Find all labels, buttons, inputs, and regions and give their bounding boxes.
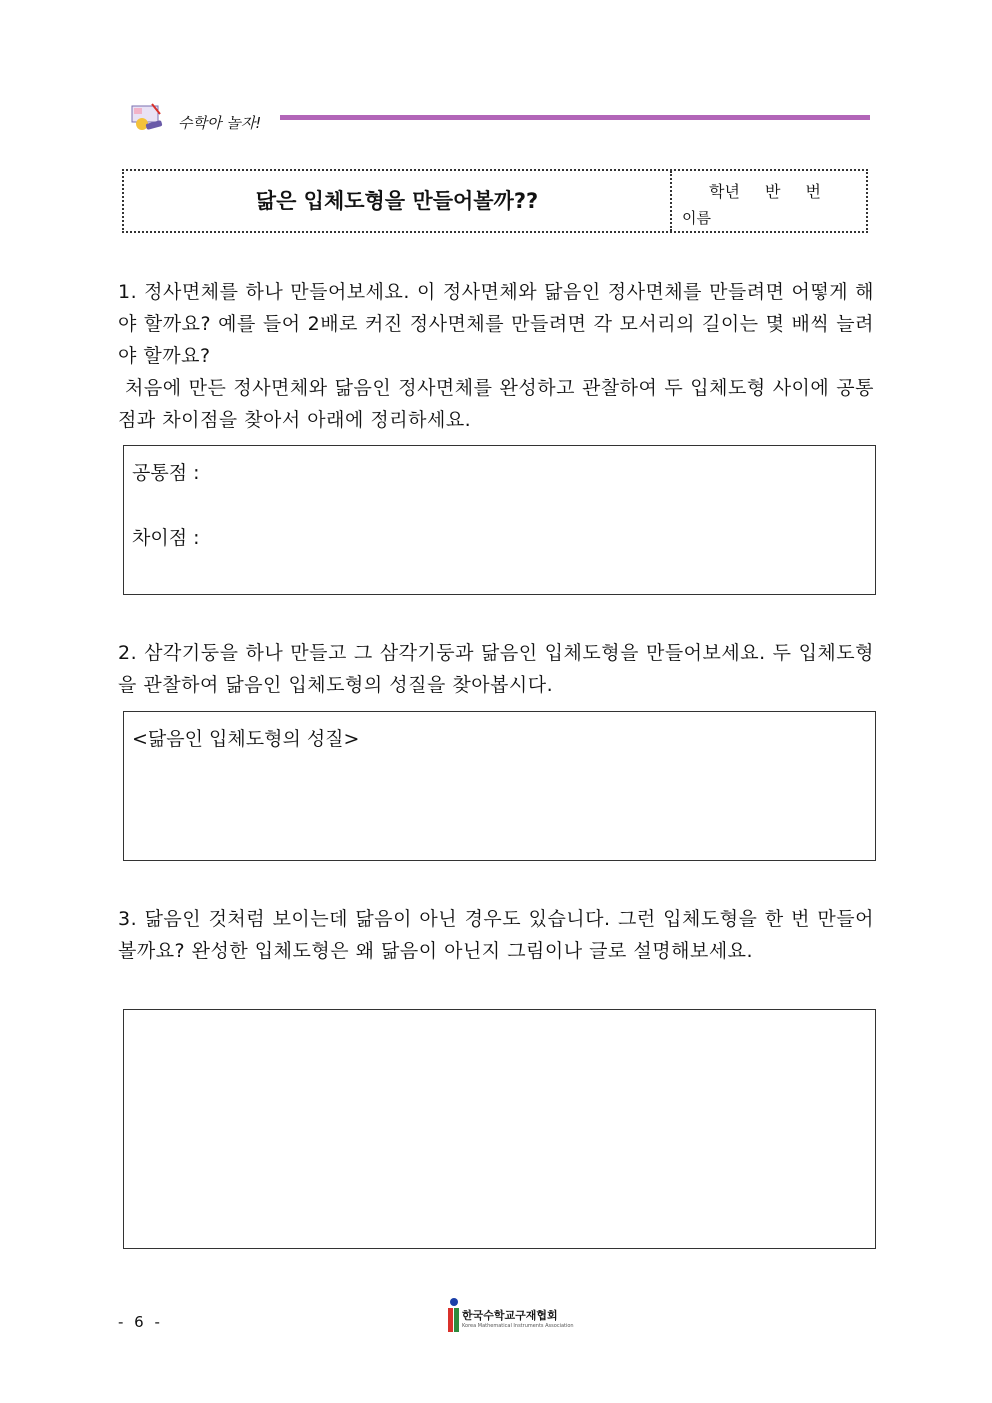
question-1-text: 1. 정사면체를 하나 만들어보세요. 이 정사면체와 닮음인 정사면체를 만들려면 어떻게 해야 할까요? 예를 들어 2배로 커진 정사면체를 만들려면 각 모서리의 길이는 몇 배씩 늘려야 할까요? xyxy=(118,281,874,367)
page-number: - 6 - xyxy=(118,1313,163,1331)
similar-solid-properties-label: <닮음인 입체도형의 성질> xyxy=(132,728,360,750)
page-header xyxy=(130,100,870,140)
question-1-instruction: 처음에 만든 정사면체와 닮음인 정사면체를 완성하고 관찰하여 두 입체도형 사이에 공통점과 차이점을 찾아서 아래에 정리하세요. xyxy=(118,377,874,431)
header-title: 수학아 놀자! xyxy=(178,114,262,132)
worksheet-title: 닮은 입체도형을 만들어볼까?? xyxy=(255,189,539,213)
header-divider-line xyxy=(280,115,870,120)
common-points-label: 공통점 : xyxy=(132,462,200,484)
answer-box-3[interactable] xyxy=(123,1009,876,1249)
question-2: 2. 삼각기둥을 하나 만들고 그 삼각기둥과 닮음인 입체도형을 만들어보세요. 두 입체도형을 관찰하여 닮음인 입체도형의 성질을 찾아봅시다. xyxy=(118,642,874,696)
student-name-label: 이름 xyxy=(682,209,711,227)
art-supplies-icon xyxy=(130,102,166,134)
association-name: 한국수학교구재협회 xyxy=(462,1309,558,1322)
question-3: 3. 닮음인 것처럼 보이는데 닮음이 아닌 경우도 있습니다. 그런 입체도형을 한 번 만들어볼까요? 완성한 입체도형은 왜 닮음이 아닌지 그림이나 글로 설명해보세요. xyxy=(118,908,874,962)
answer-box-1[interactable] xyxy=(123,445,876,595)
answer-box-2[interactable] xyxy=(123,711,876,861)
association-name-english: Korea Mathematical Instruments Association xyxy=(462,1323,574,1329)
worksheet-title-box xyxy=(122,169,868,233)
student-class-info: 학년 반 번 xyxy=(709,182,821,201)
question-1 xyxy=(118,276,874,436)
title-divider xyxy=(670,171,672,231)
differences-label: 차이점 : xyxy=(132,527,200,549)
